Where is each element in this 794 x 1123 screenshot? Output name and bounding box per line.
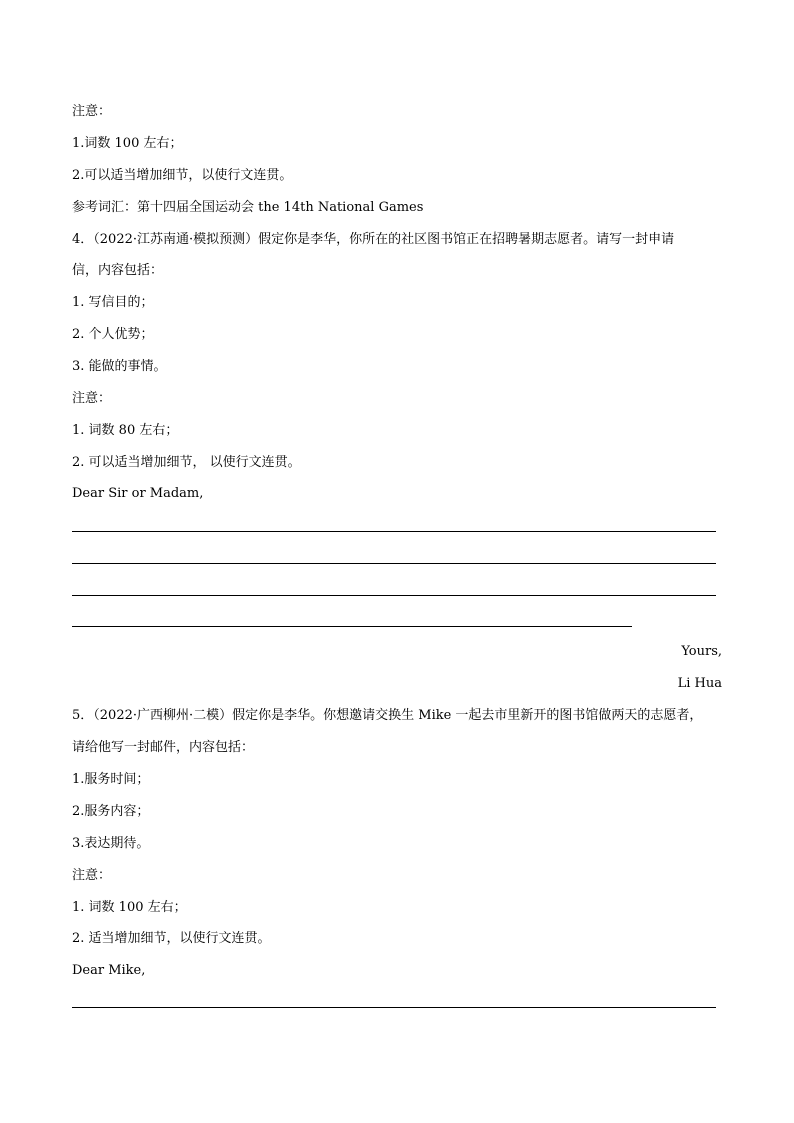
q5-item-1: 1.服务时间；	[72, 772, 150, 787]
note-item-2: 2.可以适当增加细节，以使行文连贯。	[72, 168, 293, 183]
answer-line	[72, 531, 716, 532]
q5-note-2: 2. 适当增加细节，以使行文连贯。	[72, 931, 271, 946]
q4-note-label: 注意：	[72, 391, 112, 406]
note-label: 注意：	[72, 104, 112, 119]
q5-prompt-line-2: 请给他写一封邮件，内容包括：	[72, 740, 255, 755]
note-item-1: 1.词数 100 左右；	[72, 136, 183, 151]
q4-item-3: 3. 能做的事情。	[72, 359, 167, 374]
q5-salutation: Dear Mike,	[72, 963, 146, 978]
q4-signature: Li Hua	[677, 676, 722, 691]
q5-note-label: 注意：	[72, 868, 112, 883]
q5-note-1: 1. 词数 100 左右；	[72, 900, 187, 915]
q4-item-2: 2. 个人优势；	[72, 327, 154, 342]
q5-item-2: 2.服务内容；	[72, 804, 150, 819]
q4-closing: Yours,	[681, 644, 722, 659]
q5-item-3: 3.表达期待。	[72, 836, 150, 851]
q4-prompt-line-2: 信，内容包括：	[72, 263, 164, 278]
answer-line	[72, 626, 632, 627]
answer-line	[72, 595, 716, 596]
q4-item-1: 1. 写信目的；	[72, 295, 154, 310]
answer-line	[72, 563, 716, 564]
answer-line	[72, 1007, 716, 1008]
q4-note-1: 1. 词数 80 左右；	[72, 423, 179, 438]
vocab-reference: 参考词汇：第十四届全国运动会 the 14th National Games	[72, 200, 424, 215]
q5-prompt-line-1: 5．（2022·广西柳州·二模）假定你是李华。你想邀请交换生 Mike 一起去市里新开的图书馆做两天的志愿者，	[72, 708, 703, 723]
q4-note-2: 2. 可以适当增加细节， 以使行文连贯。	[72, 455, 301, 470]
q4-prompt-line-1: 4．（2022·江苏南通·模拟预测）假定你是李华，你所在的社区图书馆正在招聘暑期志愿者。请写一封申请	[72, 232, 675, 247]
q4-salutation: Dear Sir or Madam,	[72, 486, 204, 501]
